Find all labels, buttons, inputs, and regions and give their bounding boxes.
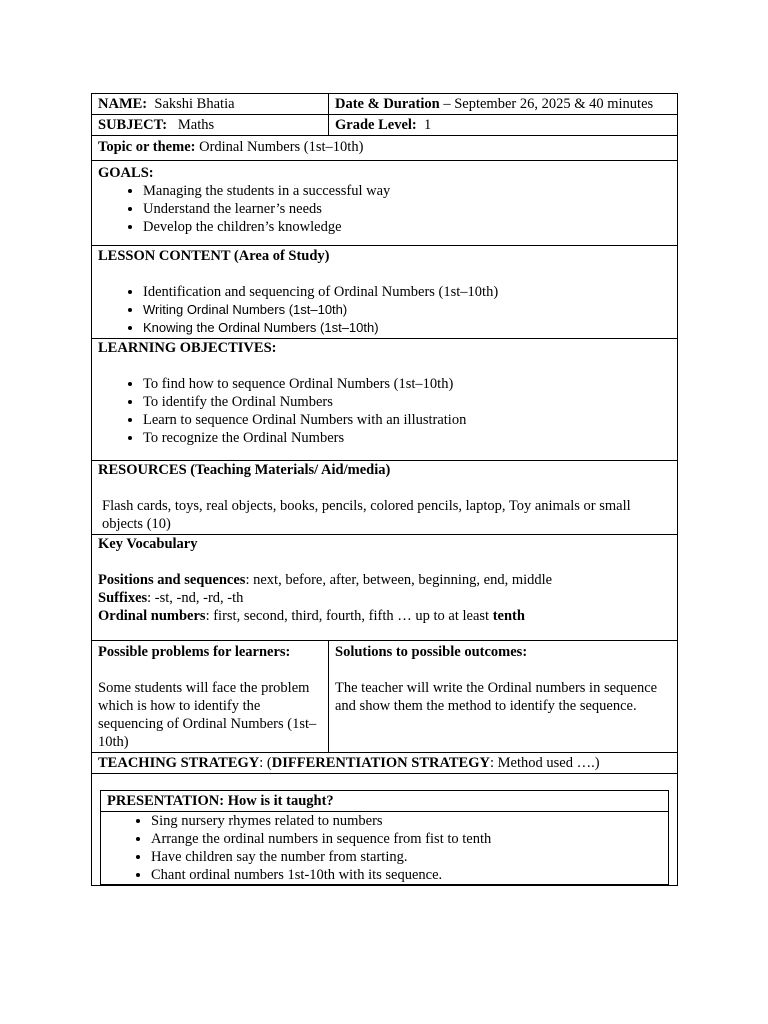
- subject-label: SUBJECT:: [98, 117, 168, 133]
- list-item: • Chant ordinal numbers 1st-10th with its sequence.: [151, 866, 668, 884]
- list-item: • Identification and sequencing of Ordinal Numbers (1st–10th): [143, 283, 671, 301]
- name-label: NAME:: [98, 96, 148, 112]
- ordinal-tenth: tenth: [492, 608, 525, 624]
- topic-label: Topic or theme:: [98, 139, 196, 155]
- resources-heading: RESOURCES (Teaching Materials/ Aid/media): [98, 462, 391, 478]
- ordinal-text: : first, second, third, fourth, fifth … up to at least: [205, 608, 493, 624]
- vocabulary-positions: [98, 571, 671, 589]
- vocabulary-ordinals: [98, 607, 671, 625]
- lesson-plan-table: [91, 93, 678, 886]
- strategy-sep: : (: [259, 755, 272, 771]
- lesson-content-list: [98, 283, 671, 337]
- presentation-box: [100, 790, 669, 885]
- grade-cell: [329, 115, 678, 136]
- list-item: • Sing nursery rhymes related to numbers: [151, 812, 668, 830]
- list-item: • Have children say the number from starting.: [151, 848, 668, 866]
- topic-row: [92, 136, 678, 161]
- list-item: • Arrange the ordinal numbers in sequence from fist to tenth: [151, 830, 668, 848]
- goals-heading: GOALS:: [98, 165, 154, 181]
- list-item: • Learn to sequence Ordinal Numbers with an illustration: [143, 411, 671, 429]
- name-cell: [92, 94, 329, 115]
- presentation-row: [92, 774, 678, 886]
- list-item: • Writing Ordinal Numbers (1st–10th): [143, 301, 671, 319]
- solutions-text: The teacher will write the Ordinal numbers in sequence and show them the method to identify the sequence.: [335, 680, 658, 714]
- lesson-plan-document: [91, 93, 678, 886]
- problems-heading: Possible problems for learners:: [98, 644, 291, 660]
- subject-row: [92, 115, 678, 136]
- date-cell: [329, 94, 678, 115]
- date-label: Date & Duration: [335, 96, 440, 112]
- topic-value: Ordinal Numbers (1st–10th): [199, 139, 364, 155]
- resources-row: [92, 461, 678, 535]
- presentation-heading-text: PRESENTATION: How is it taught?: [107, 793, 334, 809]
- resources-text: Flash cards, toys, real objects, books, pencils, colored pencils, laptop, Toy animals or small objects (10): [102, 498, 631, 532]
- differentiation-label: DIFFERENTIATION STRATEGY: [271, 755, 490, 771]
- goals-list: [98, 182, 671, 236]
- subject-value: Maths: [177, 117, 215, 133]
- grade-label: Grade Level:: [335, 117, 417, 133]
- vocabulary-suffixes: [98, 589, 671, 607]
- date-value: – September 26, 2025 & 40 minutes: [443, 96, 654, 112]
- name-value: Sakshi Bhatia: [154, 96, 235, 112]
- grade-value: 1: [424, 117, 432, 133]
- differentiation-text: : Method used ….): [489, 755, 600, 771]
- presentation-cell: [92, 774, 678, 886]
- vocabulary-cell: [92, 535, 678, 641]
- strategy-row: [92, 753, 678, 774]
- objectives-heading: LEARNING OBJECTIVES:: [98, 340, 277, 356]
- strategy-cell: [92, 753, 678, 774]
- solutions-heading: Solutions to possible outcomes:: [335, 644, 528, 660]
- list-item: • Managing the students in a successful way: [143, 182, 671, 200]
- problems-text: Some students will face the problem which is how to identify the sequencing of Ordinal Numbers (1st–10th): [98, 680, 317, 750]
- suffixes-text: : -st, -nd, -rd, -th: [147, 590, 244, 606]
- list-item: • Develop the children’s knowledge: [143, 218, 671, 236]
- objectives-list: [98, 375, 671, 447]
- suffixes-label: Suffixes: [98, 590, 148, 606]
- subject-cell: [92, 115, 329, 136]
- strategy-label: TEACHING STRATEGY: [98, 755, 260, 771]
- objectives-cell: [92, 339, 678, 461]
- list-item: • Understand the learner’s needs: [143, 200, 671, 218]
- presentation-list: [101, 812, 668, 884]
- resources-cell: [92, 461, 678, 535]
- list-item: • To recognize the Ordinal Numbers: [143, 429, 671, 447]
- vocabulary-row: [92, 535, 678, 641]
- topic-cell: [92, 136, 678, 161]
- list-item: • To identify the Ordinal Numbers: [143, 393, 671, 411]
- goals-row: [92, 161, 678, 246]
- presentation-heading: [101, 791, 668, 812]
- solutions-cell: [329, 641, 678, 753]
- name-row: [92, 94, 678, 115]
- list-item: • Knowing the Ordinal Numbers (1st–10th): [143, 319, 671, 337]
- lesson-content-cell: [92, 246, 678, 339]
- objectives-row: [92, 339, 678, 461]
- problems-cell: [92, 641, 329, 753]
- ordinal-label: Ordinal numbers: [98, 608, 206, 624]
- lesson-content-row: [92, 246, 678, 339]
- list-item: • To find how to sequence Ordinal Numbers (1st–10th): [143, 375, 671, 393]
- positions-label: Positions and sequences: [98, 572, 246, 588]
- goals-cell: [92, 161, 678, 246]
- lesson-content-heading: LESSON CONTENT (Area of Study): [98, 248, 330, 264]
- positions-text: : next, before, after, between, beginning, end, middle: [245, 572, 553, 588]
- vocabulary-heading: Key Vocabulary: [98, 536, 198, 552]
- problems-solutions-row: [92, 641, 678, 753]
